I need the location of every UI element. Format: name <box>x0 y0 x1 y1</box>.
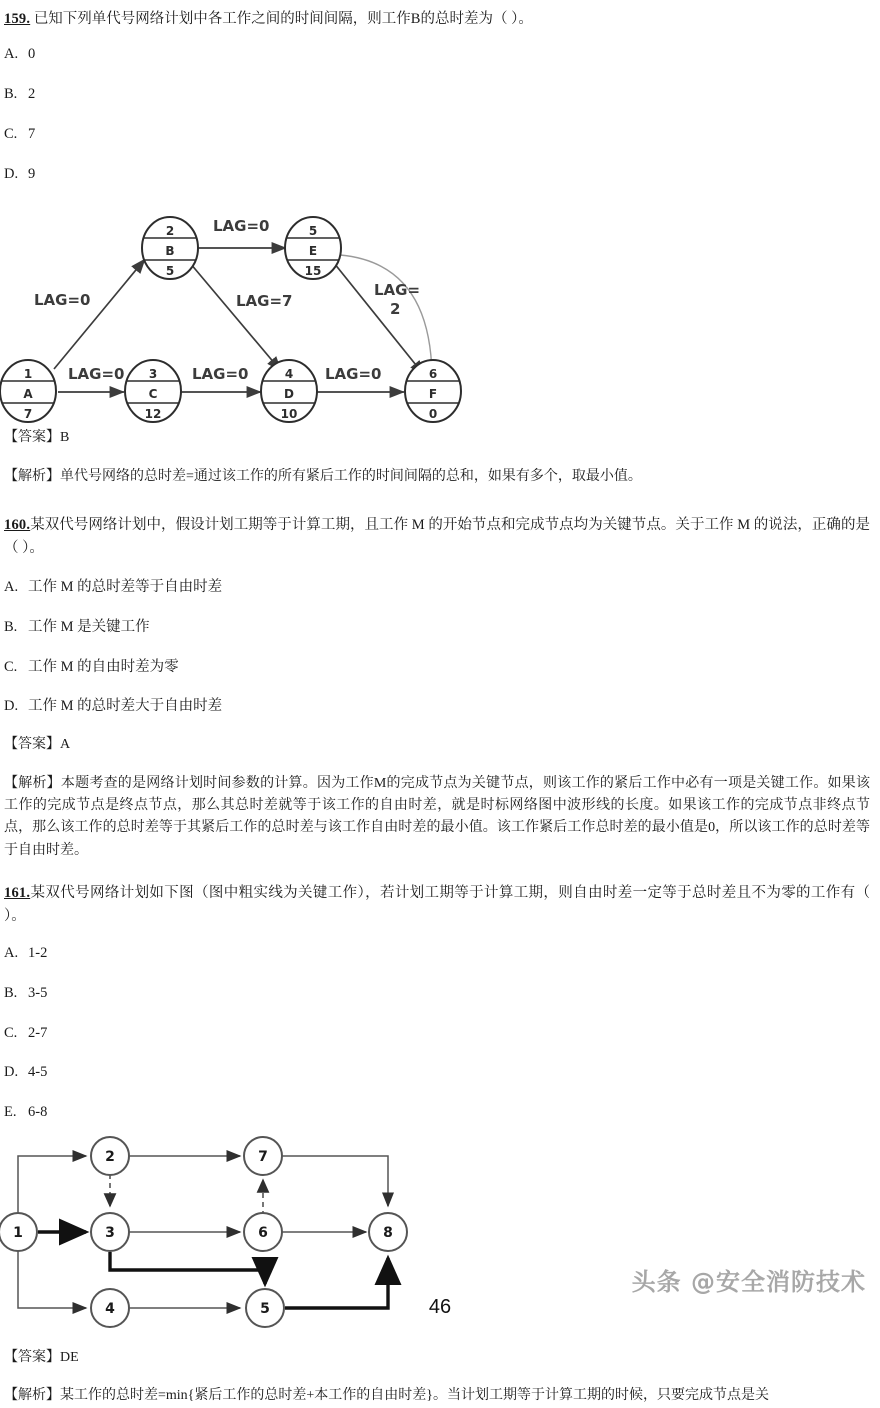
answer-value: B <box>60 430 70 446</box>
edge-3-to-5-critical <box>110 1252 265 1284</box>
node-3 <box>125 360 181 422</box>
analysis-text: 某工作的总时差=min{紧后工作的总时差+本工作的自由时差}。当计划工期等于计算工期的时候，只要完成节点是关 <box>60 1388 770 1404</box>
node-duration: 0 <box>428 407 438 422</box>
analysis-label: 【解析】 <box>4 1388 60 1404</box>
option-text: 0 <box>28 46 36 63</box>
node-2 <box>91 1137 129 1175</box>
analysis-label: 【解析】 <box>4 468 60 484</box>
option-label: B. <box>4 618 18 635</box>
edge-label-lag-2-4: LAG=7 <box>236 292 293 311</box>
option-label: A. <box>4 46 19 63</box>
question-160-stem: 某双代号网络计划中，假设计划工期等于计算工期，且工作 M 的开始节点和完成节点均为关键节点。关于工作 M 的说法，正确的是（ ）。 <box>4 517 870 556</box>
question-161-option-d[interactable] <box>0 1062 880 1084</box>
node-duration: 10 <box>280 407 298 422</box>
node-name: E <box>308 244 318 259</box>
edge-label-lag-1-3: LAG=0 <box>68 365 125 384</box>
node-1 <box>0 360 56 422</box>
question-159-option-a[interactable] <box>0 44 880 66</box>
option-text: 6-8 <box>28 1104 48 1121</box>
option-label: A. <box>4 579 19 596</box>
answer-label: 【答案】 <box>4 737 60 753</box>
question-160-option-a[interactable] <box>0 577 880 599</box>
node-code: 8 <box>383 1224 393 1241</box>
node-code: 3 <box>148 367 158 382</box>
analysis-text: 本题考查的是网络计划时间参数的计算。因为工作M的完成节点为关键节点，则该工作的紧后工作中必有一项是关键工作。如果该工作的完成节点是终点节点，那么其总时差就等于该工作的自由时差，就是时标网络图中波形线的长度。如果该工作的完成节点非终点节点，那么该工作的总时差等于其紧后工作的总时差与该工作自由时差的最小值。该工作紧后工作总时差的最小值是0，所以该工作的总时差等于自由时差。 <box>4 775 870 858</box>
edge-7-to-8 <box>281 1156 388 1206</box>
edge-label-lag-3-4: LAG=0 <box>192 365 249 384</box>
node-duration: 12 <box>144 407 162 422</box>
option-label: C. <box>4 125 18 142</box>
question-161-number: 161. <box>4 885 31 902</box>
node-name: B <box>165 244 175 259</box>
node-name: D <box>284 387 294 402</box>
question-161-answer-line <box>0 1347 880 1369</box>
edge-1-to-2 <box>54 259 145 369</box>
option-text: 9 <box>28 165 36 182</box>
option-text: 工作 M 的自由时差为零 <box>28 658 179 675</box>
option-text: 4-5 <box>28 1064 48 1081</box>
node-8 <box>369 1213 407 1251</box>
option-text: 2 <box>28 86 36 103</box>
node-code: 7 <box>258 1148 268 1165</box>
node-name: C <box>148 387 158 402</box>
option-label: C. <box>4 1024 18 1041</box>
question-159-option-d[interactable] <box>0 164 880 186</box>
node-duration: 5 <box>165 264 175 279</box>
node-4 <box>261 360 317 422</box>
option-text: 1-2 <box>28 945 48 962</box>
option-text: 7 <box>28 125 36 142</box>
option-text: 工作 M 是关键工作 <box>28 618 150 635</box>
question-161-option-b[interactable] <box>0 983 880 1005</box>
question-159-answer-line <box>0 427 880 449</box>
node-code: 1 <box>23 367 33 382</box>
question-160-answer-line <box>0 734 880 756</box>
question-161-stem-line <box>0 882 880 927</box>
question-159-analysis-line <box>0 466 880 488</box>
node-duration: 15 <box>304 264 322 279</box>
node-3 <box>91 1213 129 1251</box>
page-number: 46 <box>428 1296 452 1318</box>
node-1 <box>0 1213 37 1251</box>
node-7 <box>244 1137 282 1175</box>
question-159-option-b[interactable] <box>0 84 880 106</box>
node-code: 6 <box>258 1224 268 1241</box>
option-text: 工作 M 的总时差大于自由时差 <box>28 698 223 715</box>
option-label: E. <box>4 1104 17 1121</box>
option-label: C. <box>4 658 18 675</box>
option-label: D. <box>4 698 19 715</box>
node-code: 1 <box>13 1224 23 1241</box>
edge-1-to-2 <box>18 1156 86 1216</box>
answer-value: A <box>60 737 71 753</box>
question-159-number: 159. <box>4 11 31 27</box>
watermark-text: 头条 @安全消防技术 <box>631 1268 866 1296</box>
option-text: 工作 M 的总时差等于自由时差 <box>28 579 223 596</box>
question-161-option-e[interactable] <box>0 1102 880 1124</box>
question-161-option-a[interactable] <box>0 943 880 965</box>
answer-label: 【答案】 <box>4 430 60 446</box>
node-6 <box>244 1213 282 1251</box>
node-code: 5 <box>308 224 318 239</box>
question-159-stem-line <box>0 8 880 30</box>
figure-single-code-network <box>0 193 880 423</box>
question-161-analysis-line <box>0 1385 880 1407</box>
node-code: 4 <box>284 367 294 382</box>
node-duration: 7 <box>23 407 33 422</box>
edge-5-to-6 <box>334 263 424 375</box>
option-label: D. <box>4 165 19 182</box>
edge-label-lag-5-6-line2: 2 <box>390 300 401 319</box>
question-161-stem: 某双代号网络计划如下图（图中粗实线为关键工作），若计划工期等于计算工期，则自由时差一定等于总时差且不为零的工作有（ ）。 <box>4 885 870 924</box>
node-code: 2 <box>105 1148 115 1165</box>
node-5 <box>285 217 341 279</box>
option-text: 2-7 <box>28 1024 48 1041</box>
question-160-option-c[interactable] <box>0 657 880 679</box>
node-code: 4 <box>105 1300 115 1317</box>
node-6 <box>405 360 461 422</box>
answer-value: DE <box>60 1349 79 1365</box>
question-160-number: 160. <box>4 517 31 534</box>
option-label: B. <box>4 984 18 1001</box>
edge-label-lag-5-6-line1: LAG= <box>374 281 421 300</box>
question-159-stem: 已知下列单代号网络计划中各工作之间的时间间隔，则工作B的总时差为（ ）。 <box>33 11 533 27</box>
answer-label: 【答案】 <box>4 1349 60 1365</box>
question-160-analysis-line <box>0 773 880 863</box>
node-code: 6 <box>428 367 438 382</box>
edge-label-lag-2-5: LAG=0 <box>213 217 270 236</box>
option-text: 3-5 <box>28 984 48 1001</box>
node-code: 2 <box>165 224 175 239</box>
option-label: D. <box>4 1064 19 1081</box>
question-160-option-b[interactable] <box>0 617 880 639</box>
question-160-stem-line <box>0 514 880 559</box>
option-label: A. <box>4 945 19 962</box>
question-159-option-c[interactable] <box>0 124 880 146</box>
edge-2-to-4 <box>190 263 281 371</box>
node-name: A <box>23 387 33 402</box>
node-name: F <box>428 387 438 402</box>
analysis-text: 单代号网络的总时差=通过该工作的所有紧后工作的时间间隔的总和，如果有多个，取最小值。 <box>60 468 642 484</box>
edge-5-to-6-curved <box>340 255 432 375</box>
question-161-option-c[interactable] <box>0 1023 880 1045</box>
node-2 <box>142 217 198 279</box>
edge-label-lag-4-6: LAG=0 <box>325 365 382 384</box>
node-code: 5 <box>260 1300 270 1317</box>
edge-label-lag-1-2: LAG=0 <box>34 291 91 310</box>
node-code: 3 <box>105 1224 115 1241</box>
option-label: B. <box>4 86 18 103</box>
question-160-option-d[interactable] <box>0 696 880 718</box>
analysis-label: 【解析】 <box>4 775 61 791</box>
